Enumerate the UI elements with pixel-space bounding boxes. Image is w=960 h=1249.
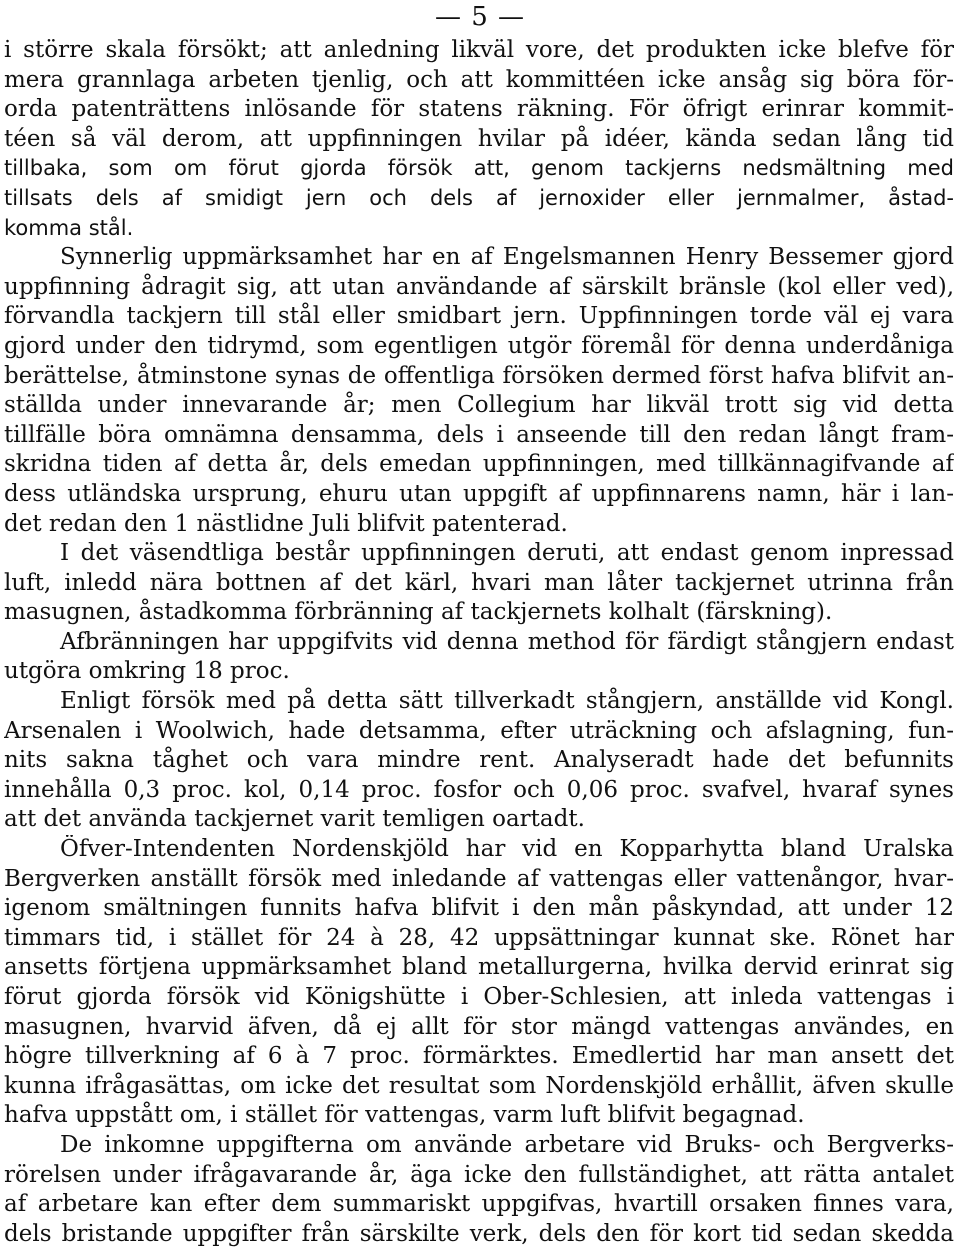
text-line: innehålla 0,3 proc. kol, 0,14 proc. fosfor och 0,06 proc. svafvel, hvaraf synes [4, 776, 954, 803]
text-line: kunna ifrågasättas, om icke det resultat som Nordenskjöld erhållit, äfven skulle [4, 1072, 954, 1099]
text-line: gjord under den tidrymd, som egentligen utgör föremål för denna underdåniga [4, 332, 954, 359]
text-line: Öfver-Intendenten Nordenskjöld har vid en Kopparhytta bland Uralska [60, 836, 954, 863]
text-line: skridna tiden af detta år, dels emedan uppfinningen, med tillkännagifvande af [4, 451, 954, 478]
text-line: berättelse, åtminstone synas de offentliga försöken dermed först hafva blifvit an- [4, 362, 954, 389]
text-line: De inkomne uppgifterna om använde arbetare vid Bruks- och Bergverks- [60, 1131, 954, 1158]
text-line: hafva uppstått om, i stället för vattengas, varm luft blifvit begagnad. [4, 1102, 805, 1129]
text-line: i större skala försökt; att anledning likväl vore, det produkten icke blefve för [4, 37, 954, 63]
text-line: komma stål. [4, 215, 134, 240]
text-line: tillfälle böra omnämna densamma, dels i anseende till den redan långt fram- [4, 421, 954, 448]
text-line: tillbaka, som om förut gjorda försök att, genom tackjerns nedsmältning med [4, 156, 954, 181]
text-line: masugnen, åstadkomma förbränning af tackjernets kolhalt (färskning). [4, 599, 833, 626]
text-line: Synnerlig uppmärksamhet har en af Engelsmannen Henry Bessemer gjord [60, 244, 954, 271]
text-line: Arsenalen i Woolwich, hade detsamma, efter uträckning och afslagning, fun- [4, 717, 954, 744]
text-line: Afbränningen har uppgifvits vid denna method för färdigt stångjern endast [60, 628, 954, 655]
text-line: utgöra omkring 18 proc. [4, 658, 290, 685]
text-line: mera grannlaga arbeten tjenlig, och att kommittéen icke ansåg sig böra för- [4, 66, 954, 93]
text-line: Bergverken anställt försök med inledande af vattengas eller vattenångor, hvar- [4, 865, 954, 892]
text-line: nits sakna tåghet och vara mindre rent. Analyseradt hade det befunnits [4, 747, 954, 774]
text-line: högre tillverkning af 6 à 7 proc. förmärktes. Emedlertid har man ansett det [4, 1043, 954, 1070]
text-line: I det väsendtliga består uppfinningen deruti, att endast genom inpressad [60, 540, 954, 567]
text-line: ställda under innevarande år; men Collegium har likväl trott sig vid detta [4, 392, 954, 419]
text-line: uppfinning ådragit sig, att utan användande af särskilt bränsle (kol eller ved), [4, 273, 954, 300]
text-line: rörelsen under ifrågavarande år, äga icke den fullständighet, att rätta antalet [4, 1161, 954, 1188]
text-line: ansetts förtjena uppmärksamhet bland metallurgerna, hvilka dervid erinrat sig [4, 954, 954, 981]
text-line: förut gjorda försök vid Königshütte i Ober-Schlesien, att inleda vattengas i [4, 984, 954, 1010]
text-line: det redan den 1 nästlidne Juli blifvit patenterad. [4, 510, 568, 537]
text-line: af arbetare kan efter dem summariskt uppgifvas, hvartill orsaken finnes vara, [4, 1191, 954, 1218]
text-line: förvandla tackjern till stål eller smidbart jern. Uppfinningen torde väl ej vara [4, 303, 954, 330]
text-line: luft, inledd nära bottnen af det kärl, hvari man låter tackjernet utrinna från [4, 569, 954, 596]
page-number: — 5 — [434, 2, 526, 32]
text-line: dels bristande uppgifter från särskilte verk, dels den för kort tid sedan skedda [4, 1220, 954, 1247]
text-line: timmars tid, i stället för 24 à 28, 42 uppsättningar kunnat ske. Rönet har [4, 924, 954, 951]
text-line: igenom smältningen funnits hafva blifvit i den mån påskyndad, att under 12 [4, 895, 954, 922]
text-line: att det använda tackjernet varit temligen oartadt. [4, 806, 585, 833]
text-line: orda patenträttens inlösande för statens räkning. För öfrigt erinrar kommit- [4, 96, 954, 123]
text-line: dess utländska ursprung, ehuru utan uppgift af uppfinnarens namn, här i lan- [4, 480, 954, 507]
text-line: tillsats dels af smidigt jern och dels af jernoxider eller jernmalmer, åstad- [4, 185, 954, 210]
text-line: masugnen, hvarvid äfven, då ej allt för stor mängd vattengas användes, en [4, 1013, 954, 1040]
text-line: téen så väl derom, att uppfinningen hvilar på idéer, kända sedan lång tid [4, 125, 954, 152]
text-line: Enligt försök med på detta sätt tillverkadt stångjern, anställde vid Kongl. [60, 688, 954, 715]
body-text [4, 36, 954, 1249]
